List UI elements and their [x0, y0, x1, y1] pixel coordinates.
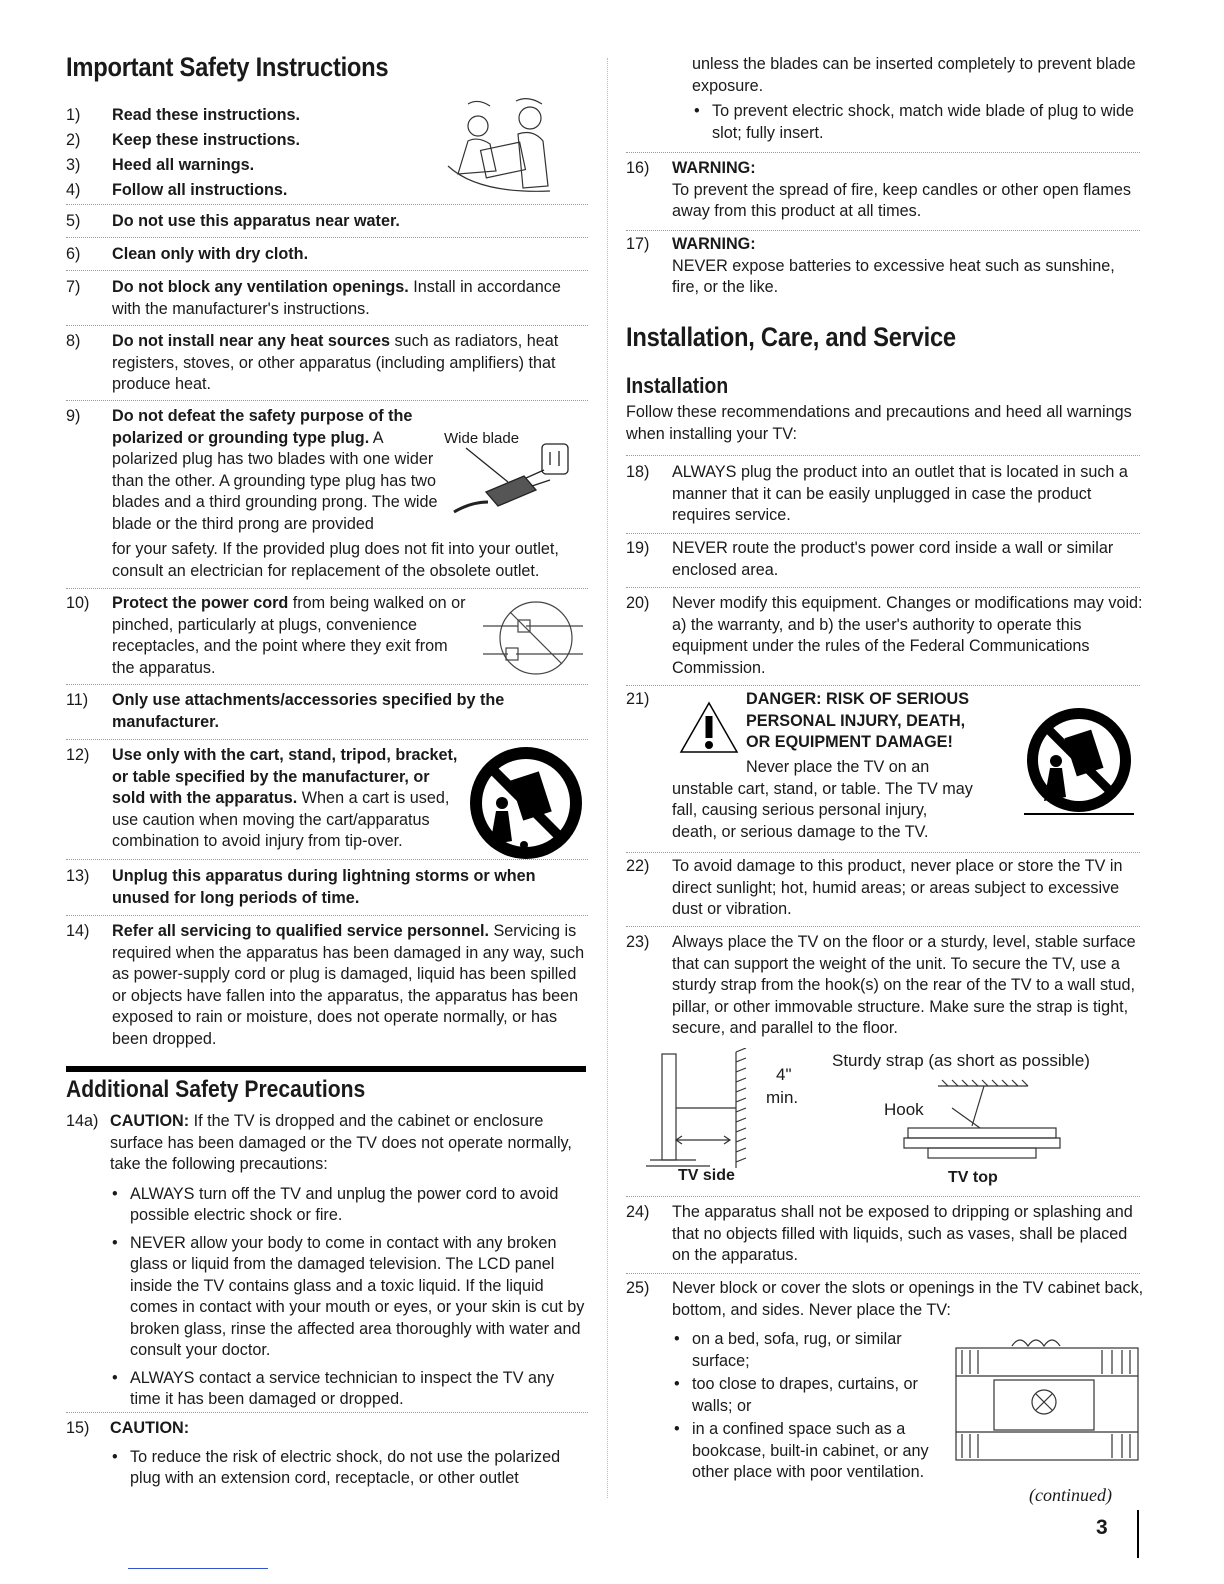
tv-side-label: TV side: [678, 1167, 735, 1184]
danger-text: Never place the TV on an unstable cart, stand, or table. The TV may fall, causing serious personal injury, death, or serious damage to the TV.: [672, 758, 973, 841]
column-divider: [607, 58, 608, 1498]
item-15-continued: unless the blades can be inserted completely to prevent blade exposure. • To prevent electric shock, match wide blade of plug to wide slot; fully insert.: [692, 54, 1146, 144]
separator: [626, 230, 1140, 231]
reading-people-illustration: [438, 96, 564, 200]
separator: [66, 400, 588, 401]
page-title: Important Safety Instructions: [66, 52, 389, 82]
hook-label: Hook: [884, 1100, 924, 1119]
installation-intro: Follow these recommendations and precautions and heed all warnings when installing your TV:: [626, 403, 1132, 443]
separator: [626, 587, 1140, 588]
tv-top-label: TV top: [948, 1169, 998, 1186]
section-title: Installation, Care, and Service: [626, 322, 956, 352]
bullet: • too close to drapes, curtains, or walls; or: [672, 1374, 932, 1417]
separator: [66, 1412, 588, 1413]
section-rule: [66, 1066, 586, 1072]
cart-tip-over-warning-icon: [468, 745, 586, 863]
separator: [66, 204, 588, 205]
cart-tip-over-warning-icon: [1024, 705, 1134, 823]
separator: [626, 852, 1140, 853]
tv-side-diagram: [640, 1048, 826, 1178]
separator: [626, 455, 1140, 456]
bullet: • To prevent electric shock, match wide blade of plug to wide slot; fully insert.: [692, 101, 1146, 144]
separator: [66, 684, 588, 685]
bullet: • NEVER allow your body to come in contact with any broken glass or liquid from the damaged television. The LCD panel inside the TV contains glass and a toxic liquid. If the liquid comes in contact with your mouth or eyes, or your skin is cut by broken glass, rinse the affected area thoroughly with water and consult your doctor.: [110, 1233, 588, 1362]
min-distance-value: 4": [776, 1065, 792, 1084]
separator: [626, 926, 1140, 927]
strap-label: Sturdy strap (as short as possible): [832, 1051, 1090, 1070]
separator: [626, 1273, 1140, 1274]
page-number: 3: [1096, 1516, 1108, 1539]
separator: [66, 325, 588, 326]
bullet: • in a confined space such as a bookcase, built-in cabinet, or any other place with poor ventilation.: [672, 1419, 932, 1484]
warning-triangle-icon: [678, 700, 740, 756]
separator: [626, 152, 1140, 153]
min-distance-unit: min.: [766, 1088, 799, 1107]
separator: [66, 270, 588, 271]
separator: [626, 685, 1140, 686]
separator: [66, 915, 588, 916]
page-number-rule: [1137, 1510, 1139, 1558]
danger-heading: DANGER: RISK OF SERIOUS PERSONAL INJURY, DEATH, OR EQUIPMENT DAMAGE!: [746, 690, 970, 751]
separator: [66, 739, 588, 740]
separator: [66, 588, 588, 589]
bullet: • on a bed, sofa, rug, or similar surface;: [672, 1329, 932, 1372]
continued-label: (continued): [1029, 1485, 1112, 1505]
polarized-plug-illustration: [446, 440, 586, 525]
separator: [66, 237, 588, 238]
tv-top-diagram: [898, 1078, 1068, 1170]
separator: [66, 859, 588, 860]
footer-rule: [128, 1568, 268, 1569]
no-power-cord-damage-icon: [478, 596, 588, 680]
bullet: • ALWAYS contact a service technician to inspect the TV any time it has been damaged or dropped.: [110, 1368, 588, 1411]
bullet: • To reduce the risk of electric shock, do not use the polarized plug with an extension cord, receptacle, or other outlet: [110, 1447, 588, 1490]
subsection-title: Installation: [626, 373, 729, 398]
bullet: • ALWAYS turn off the TV and unplug the power cord to avoid possible electric shock or fire.: [110, 1184, 588, 1227]
item-9-continued: for your safety. If the provided plug does not fit into your outlet, consult an electrician for replacement of the obsolete outlet.: [112, 540, 559, 580]
additional-title: Additional Safety Precautions: [66, 1076, 366, 1103]
wide-blade-label: Wide blade: [444, 430, 520, 447]
separator: [626, 1196, 1140, 1197]
poor-ventilation-illustration: [952, 1336, 1142, 1468]
separator: [626, 533, 1140, 534]
